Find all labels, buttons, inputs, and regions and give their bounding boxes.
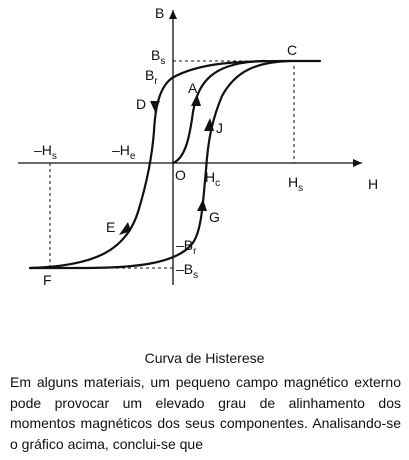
point-c-label: C (287, 42, 298, 58)
origin-label: O (175, 167, 186, 183)
br-label: $B_r$ (145, 67, 158, 87)
point-d-label: D (136, 96, 147, 112)
neg-he-label: $-H_e$ (112, 142, 136, 162)
neg-bs-label: $-B_s$ (176, 261, 199, 281)
arrow-d (150, 101, 160, 112)
axis-b-label: B (155, 5, 165, 21)
guide-lines (50, 61, 294, 268)
point-a-label: A (188, 80, 198, 96)
direction-arrows (119, 94, 214, 235)
point-e-label: E (106, 219, 116, 235)
axis-h-label: H (368, 176, 379, 192)
initial-magnetization-curve (173, 61, 265, 163)
lower-branch (30, 61, 290, 268)
hc-label: $H_c$ (205, 169, 221, 189)
figure-caption: Curva de Histerese (144, 350, 265, 366)
point-j-label: J (216, 120, 223, 136)
upper-branch (30, 61, 320, 268)
neg-hs-label: $-H_s$ (34, 142, 57, 162)
neg-br-label: $-B_r$ (176, 237, 197, 257)
point-g-label: G (209, 209, 220, 225)
arrow-g (197, 199, 207, 211)
bs-label: $B_s$ (151, 47, 166, 67)
arrow-e (119, 222, 131, 235)
hysteresis-curves (30, 61, 320, 268)
hs-label: $H_s$ (288, 174, 304, 194)
point-f-label: F (43, 272, 52, 288)
question-paragraph: Em alguns materiais, um pequeno campo magnético externo pode provocar um elevado grau de alinhamento dos momentos magnéticos dos seus componentes. Analisando-se o gráfico acima, conclui-se que (10, 374, 401, 452)
